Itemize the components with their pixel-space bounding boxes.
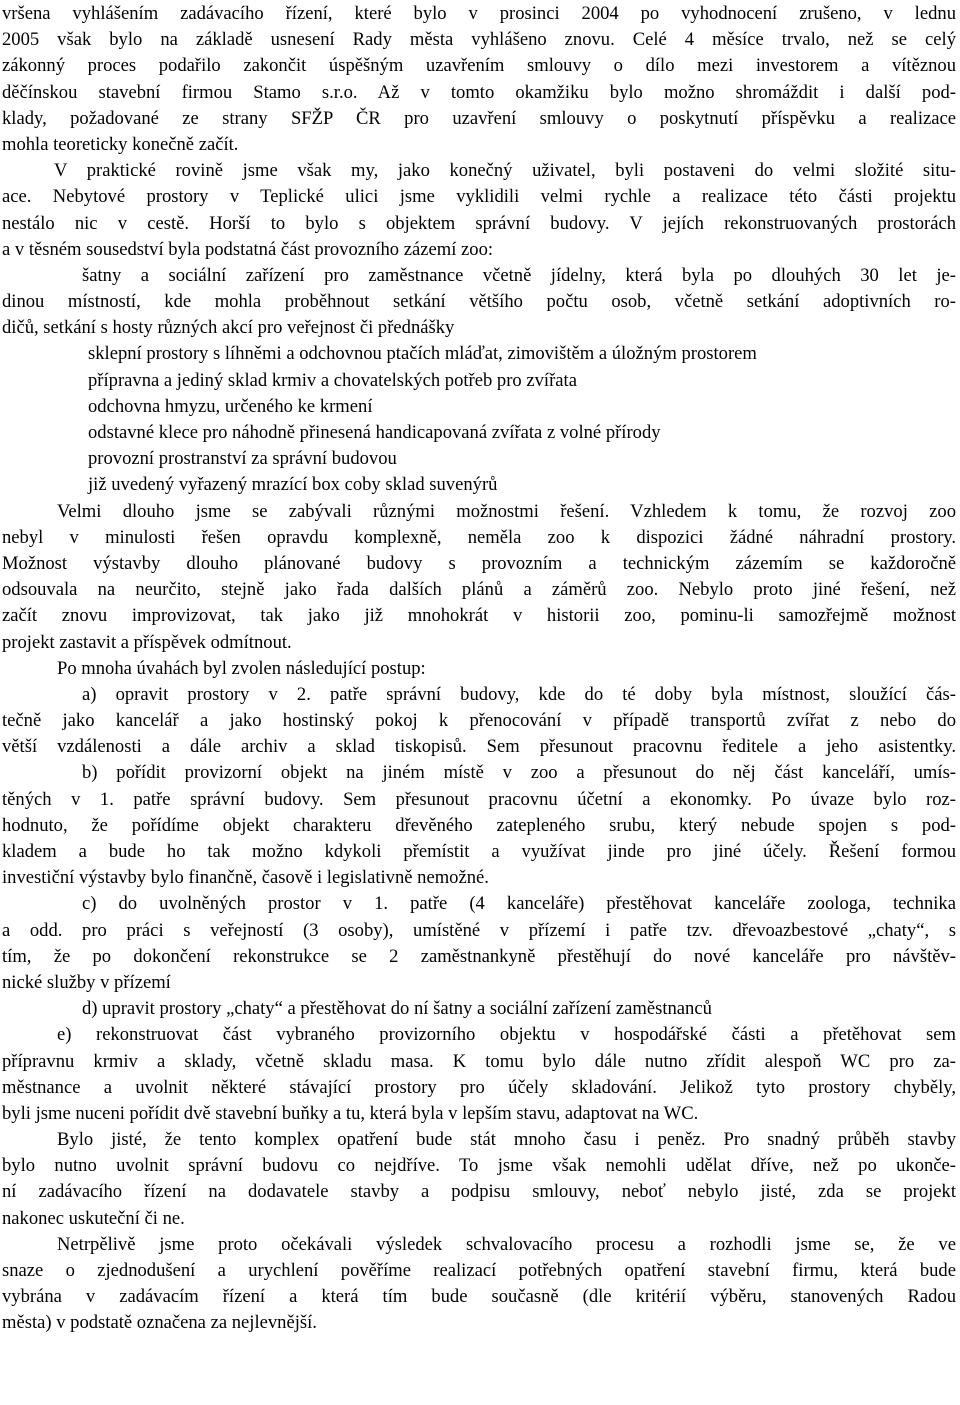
text-line: ní zadávacího řízení na dodavatele stavby a podpisu smlouvy, neboť nebylo jisté, zda se projekt: [2, 1181, 956, 1203]
text-line: V praktické rovině jsme však my, jako konečný uživatel, byli postaveni do velmi složité situ-: [54, 160, 956, 182]
list-item: šatny a sociální zařízení pro zaměstnance včetně jídelny, která byla po dlouhých 30 let je-: [82, 264, 956, 286]
text-line: bylo nutno uvolnit správní budovu co nejdříve. To jsme však nemohli udělat dříve, než po ukonče-: [2, 1155, 956, 1177]
text-line: a v těsném sousedství byla podstatná část provozního zázemí zoo:: [2, 238, 494, 260]
text-line: tečně jako kancelář a jako hostinský pokoj k přenocování v případě transportů zvířat z nebo do: [2, 710, 956, 732]
text-line: tím, že po dokončení rekonstrukce se 2 zaměstnankyně přestěhují do nové kanceláře pro návštěv-: [2, 945, 956, 967]
text-line: dinou místností, kde mohla proběhnout setkání většího počtu osob, včetně setkání adoptivních ro-: [2, 291, 956, 313]
text-line: nakonec uskuteční či ne.: [2, 1207, 185, 1229]
text-line: Bylo jisté, že tento komplex opatření bude stát mnoho času i peněz. Pro snadný průběh stavby: [57, 1129, 956, 1151]
list-item: e) rekonstruovat část vybraného provizorního objektu v hospodářské části a přetěhovat sem: [57, 1024, 956, 1046]
text-line: děčínskou stavební firmou Stamo s.r.o. Až v tomto okamžiku bylo možno shromáždit i další pod-: [2, 81, 956, 103]
list-item: provozní prostranství za správní budovou: [88, 448, 397, 470]
text-line: nestálo nic v cestě. Horší to bylo s objektem správní budovy. V jejích rekonstruovaných prostorách: [2, 212, 956, 234]
text-line: těných v 1. patře správní budovy. Sem přesunout pracovnu účetní a ekonomky. Po úvaze bylo roz-: [2, 788, 956, 810]
text-line: ace. Nebytové prostory v Teplické ulici jsme vyklidili velmi rychle a realizace této části projektu: [2, 186, 956, 208]
text-line: mohla teoreticky konečně začít.: [2, 133, 239, 155]
text-line: začít znovu improvizovat, tak jako již mnohokrát v historii zoo, pominu-li samozřejmě možnost: [2, 605, 956, 627]
text-line: nebyl v minulosti řešen opravdu komplexně, neměla zoo k dispozici žádné náhradní prostory.: [2, 526, 956, 548]
text-line: nické služby v přízemí: [2, 971, 171, 993]
text-line: větší vzdálenosti a dále archiv a sklad tiskopisů. Sem přesunout pracovnu ředitele a jeho asistentky.: [2, 736, 956, 758]
text-line: Možnost výstavby dlouho plánované budovy s provozním a technickým zázemím se každoročně: [2, 552, 956, 574]
text-line: městnance a uvolnit některé stávající prostory pro účely skladování. Jelikož tyto prostory chyběly,: [2, 1076, 956, 1098]
document-page: [2, 1, 956, 1337]
text-line: kladem a bude ho tak možno kdykoli přemístit a využívat jinde pro jiné účely. Řešení formou: [2, 841, 956, 862]
text-line: snaze o zjednodušení a urychlení pověříme realizací potřebných opatření stavební firmu, která bude: [2, 1260, 956, 1281]
list-item: sklepní prostory s líhněmi a odchovnou ptačích mláďat, zimovištěm a úložným prostorem: [88, 343, 757, 365]
text-line: dičů, setkání s hosty různých akcí pro veřejnost či přednášky: [2, 317, 455, 339]
text-line: vybrána v zadávacím řízení a která tím bude současně (dle kritérií výběru, stanovených Radou: [2, 1286, 956, 1308]
text-line: investiční výstavby bylo finančně, časově i legislativně nemožné.: [2, 867, 489, 889]
text-line: klady, požadované ze strany SFŽP ČR pro uzavření smlouvy o poskytnutí příspěvku a realizace: [2, 107, 956, 129]
text-line: města) v podstatě označena za nejlevnější.: [2, 1312, 317, 1334]
list-item: a) opravit prostory v 2. patře správní budovy, kde do té doby byla místnost, sloužící čás-: [82, 683, 956, 705]
list-item: odchovna hmyzu, určeného ke krmení: [88, 395, 373, 417]
list-item: c) do uvolněných prostor v 1. patře (4 kanceláře) přestěhovat kanceláře zoologa, technika: [82, 893, 956, 915]
list-item: b) pořídit provizorní objekt na jiném místě v zoo a přesunout do něj část kanceláří, umís-: [82, 762, 956, 784]
text-line: zákonný proces podařilo zakončit úspěšným uzavřením smlouvy o dílo mezi investorem a vítěznou: [2, 55, 956, 77]
text-line: odsouvala na neurčito, stejně jako řada dalších plánů a záměrů zoo. Nebylo proto jiné řešení, než: [2, 579, 956, 601]
text-line: vršena vyhlášením zadávacího řízení, které bylo v prosinci 2004 po vyhodnocení zrušeno, v lednu: [2, 3, 956, 24]
list-item: přípravna a jediný sklad krmiv a chovatelských potřeb pro zvířata: [88, 369, 577, 391]
list-item: již uvedený vyřazený mrazící box coby sklad suvenýrů: [88, 474, 498, 496]
text-line: přípravnu krmiv a sklady, včetně skladu masa. K tomu bylo dále nutno zřídit alespoň WC pro za-: [2, 1050, 956, 1072]
text-line: Po mnoha úvahách byl zvolen následující postup:: [57, 657, 426, 679]
list-item: odstavné klece pro náhodně přinesená handicapovaná zvířata z volné přírody: [88, 422, 661, 443]
text-line: a odd. pro práci s veřejností (3 osoby), umístěné v přízemí i patře tzv. dřevoazbestové „chaty“, s: [2, 919, 956, 941]
text-line: hodnuto, že pořídíme objekt charakteru dřevěného zatepleného srubu, který nebude spojen s pod-: [2, 814, 956, 836]
text-line: Velmi dlouho jsme se zabývali různými možnostmi řešení. Vzhledem k tomu, že rozvoj zoo: [57, 500, 956, 522]
text-line: Netrpělivě jsme proto očekávali výsledek schvalovacího procesu a rozhodli jsme se, že ve: [57, 1233, 956, 1255]
list-item: d) upravit prostory „chaty“ a přestěhovat do ní šatny a sociální zařízení zaměstnanců: [82, 998, 712, 1020]
text-line: 2005 však bylo na základě usnesení Rady města vyhlášeno znovu. Celé 4 měsíce trvalo, než se celý: [2, 29, 956, 51]
text-line: byli jsme nuceni pořídit dvě stavební buňky a tu, která byla v lepším stavu, adaptovat na WC.: [2, 1102, 699, 1124]
text-line: projekt zastavit a příspěvek odmítnout.: [2, 631, 292, 653]
